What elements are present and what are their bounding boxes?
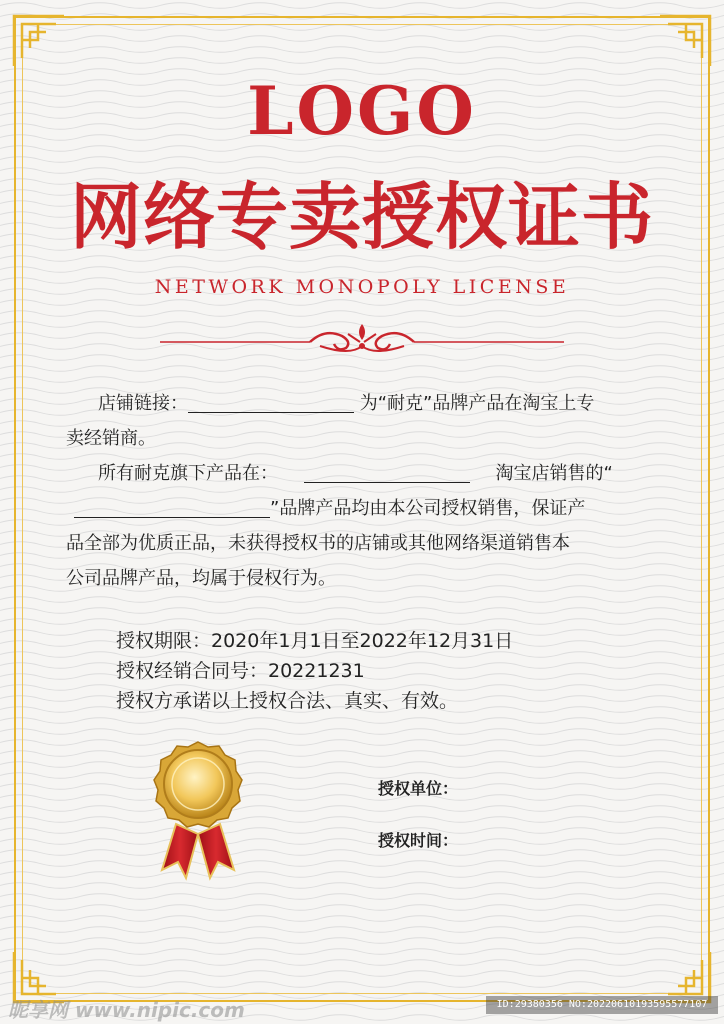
paragraph1-line2: 卖经销商。 (66, 428, 156, 449)
certificate-title: 网络专卖授权证书 (69, 174, 654, 259)
paragraph2-suffix: 淘宝店销售的“ (495, 463, 613, 484)
certificate-subtitle: NETWORK MONOPOLY LICENSE (154, 276, 570, 298)
corner-ornament-icon (12, 14, 66, 68)
store-name-blank (304, 462, 470, 483)
authorization-promise: 授权方承诺以上授权合法、真实、有效。 (116, 690, 459, 712)
authorization-period: 授权期限：2020年1月1日至2022年12月31日 (116, 630, 514, 652)
store-link-label: 店铺链接： (98, 393, 188, 414)
scroll-ornament-icon (160, 320, 564, 360)
image-id-watermark: ID:29380356 NO:20220610193595577107 (486, 996, 718, 1014)
logo-text: LOGO (247, 72, 477, 150)
site-watermark: 昵享网 www.nipic.com (8, 998, 245, 1022)
brand-name-blank (74, 497, 270, 518)
paragraph2-line3: 品全部为优质正品，未获得授权书的店铺或其他网络渠道销售本 (66, 533, 570, 554)
authorization-time-label: 授权时间： (378, 831, 459, 850)
store-link-blank (188, 392, 354, 413)
gold-medal-icon (142, 738, 254, 884)
authorizing-unit-label: 授权单位： (378, 779, 459, 798)
corner-ornament-icon (658, 14, 712, 68)
authorization-paragraph-1 (66, 386, 666, 456)
authorization-paragraph-2 (66, 456, 666, 596)
contract-number: 授权经销合同号：20221231 (116, 660, 365, 682)
paragraph2-line2: ”品牌产品均由本公司授权销售，保证产 (270, 498, 586, 519)
paragraph1-suffix: 为“耐克”品牌产品在淘宝上专 (359, 393, 595, 414)
paragraph2-line4: 公司品牌产品，均属于侵权行为。 (66, 568, 336, 589)
store-label: 所有耐克旗下产品在： (98, 463, 278, 484)
